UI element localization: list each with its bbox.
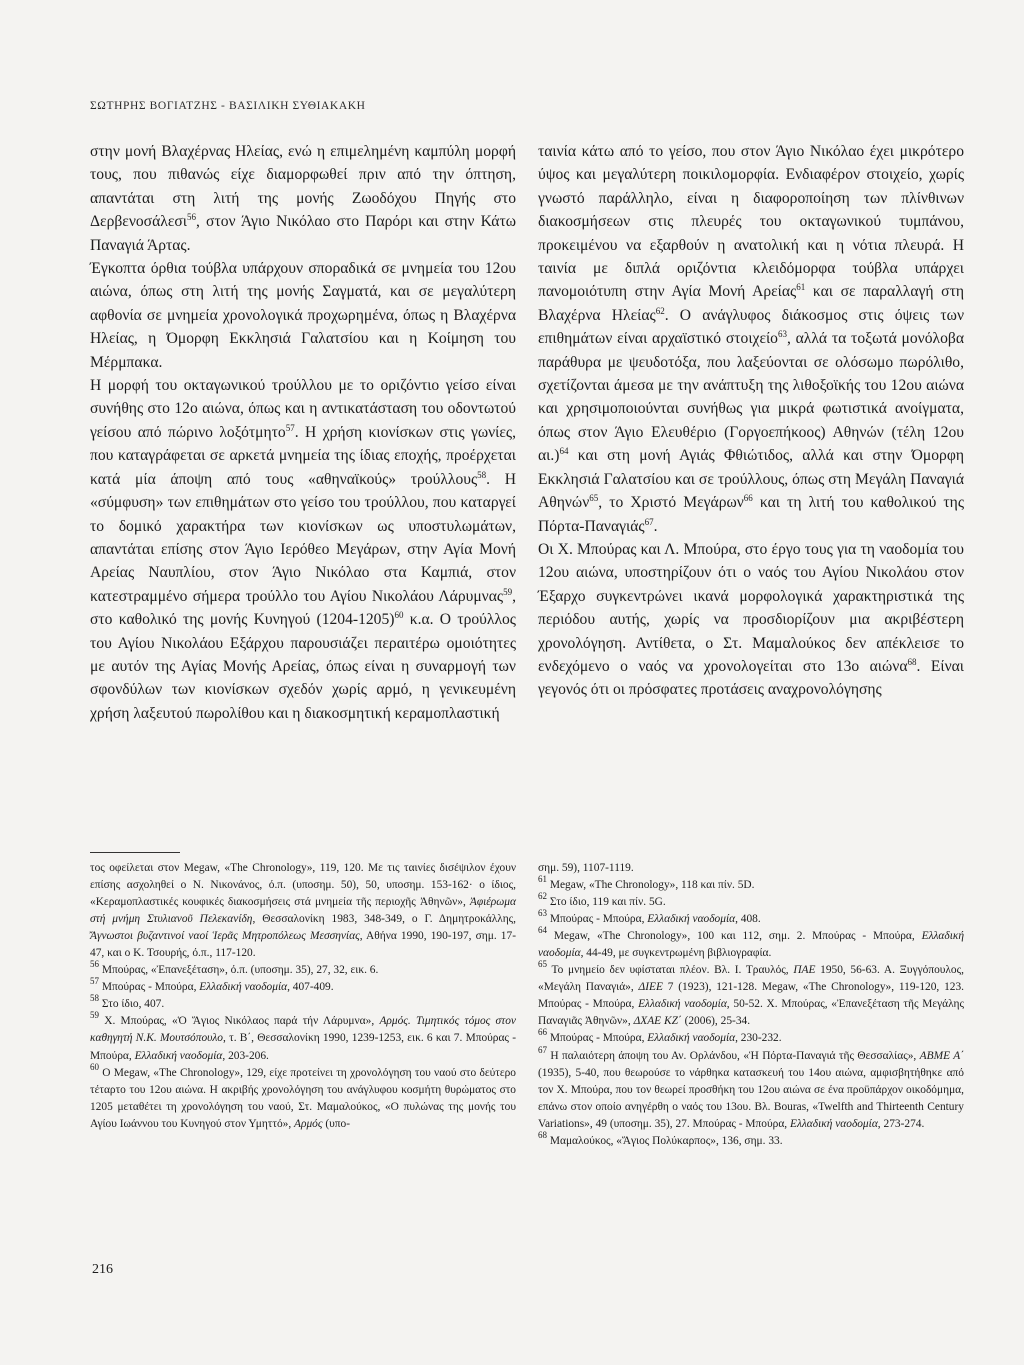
footnote (90, 1061, 516, 1133)
italic-title: Ελλαδική ναοδομία (647, 913, 736, 926)
text-run: Megaw, «The Chronology», 100 και 112, σημ. 2. Μπούρας - Μπούρα, (547, 930, 922, 943)
footnote-ref: 62 (655, 305, 665, 316)
italic-title: Ἄγνωστοι βυζαντινοί ναοί Ἱερᾶς Μητροπόλεως Μεσσηνίας (90, 930, 360, 943)
text-run: κ.α. Ο τρούλλος του Αγίου Νικολάου Εξάρχου παρουσιάζει περαιτέρω ομοιότητες με αυτόν της Αγίας Μονής Αρείας, όπως είναι η συναρμογή των σφονδύλων των κιονίσκων σχεδόν χωρίς αρμό, η γενικευμένη χρήση λαξευτού πωρολίθου και η διακοσμητική κεραμοπλαστική (90, 611, 516, 722)
text-run: , 44-49, με συγκεντρωμένη βιβλιογραφία. (580, 947, 772, 960)
footnote-ref: 68 (907, 656, 917, 667)
footnote-ref: 63 (777, 329, 787, 340)
footnotes-column-left (90, 860, 516, 1133)
footnote (90, 976, 516, 996)
text-run: , 408. (735, 913, 761, 926)
text-run: , Αθήνα 1990, 190-197, σημ. 17-47, και ο Κ. Τσουρής, ό.π., 117-120. (90, 930, 516, 960)
italic-title: Ἀφιέρωμα στή μνήμη Στυλιανοῦ Πελεκανίδη (90, 896, 516, 926)
footnote (90, 1010, 516, 1064)
footnote-ref: 60 (90, 1061, 99, 1072)
text-run: (2006), 25-34. (681, 1015, 751, 1028)
footnote-ref: 67 (538, 1044, 547, 1055)
footnote-ref: 61 (796, 282, 806, 293)
running-head: ΣΩΤΗΡΗΣ ΒΟΓΙΑΤΖΗΣ - ΒΑΣΙΛΙΚΗ ΣΥΘΙΑΚΑΚΗ (90, 100, 366, 112)
paragraph (538, 538, 964, 702)
text-run: Στο ίδιο, 407. (99, 998, 165, 1011)
footnote (538, 959, 964, 1030)
footnote-ref: 57 (90, 976, 99, 987)
text-run: 7 (1923), 121-128. Megaw, «The Chronology», 119-120, 123. Μπούρας - Μπούρα, (538, 981, 964, 1011)
page-number: 216 (92, 1262, 113, 1277)
text-run: , αλλά τα τοξωτά μονόλοβα παράθυρα με ψευδοτόξα, που λαξεύονται σε ολόσωμο πωρόλιθο, σχετίζονται άμεσα με την ανάπτυξη της λιθοξοϊκής του 12ου αιώνα και χρησιμοποιούνται συνήθως για μικρά φωτιστικά ανοίγματα, όπως στον Άγιο Ελευθέριο (Γοργοεπήκοος) Αθηνών (τέλη 12ου αι.) (538, 330, 964, 465)
footnote-ref: 59 (503, 586, 513, 597)
text-run: και τη λιτή του καθολικού της Πόρτα-Παναγιάς (538, 494, 964, 535)
italic-title: ΔΧΑΕ ΚΖ΄ (633, 1015, 682, 1028)
italic-title: Ελλαδική ναοδομία (134, 1049, 223, 1062)
footnote-ref: 68 (538, 1129, 547, 1140)
footnote (538, 925, 964, 962)
footnote (538, 1044, 964, 1133)
footnote-ref: 59 (90, 1010, 99, 1021)
text-run: , το Χριστό Μεγάρων (598, 494, 744, 512)
text-run: . Η χρήση κιονίσκων στις γωνίες, που καταγράφεται σε αρκετά μνημεία της ίδιας εποχής, προέρχεται κατά μία άποψη από τους «αθηναϊκούς» τρούλλους (90, 423, 516, 488)
italic-title: Ελλαδική ναοδομία (789, 1117, 878, 1130)
italic-title: Ελλαδική ναοδομία (199, 981, 288, 994)
paragraph (538, 140, 964, 538)
text-run: Έγκοπτα όρθια τούβλα υπάρχουν σποραδικά σε μνημεία του 12ου αιώνα, όπως στη λιτή της μονής Σαγματά, και σε μεγαλύτερη αφθονία σε μνημεία χρονολογικά προχωρημένα, όπως η Βλαχέρνα Ηλείας, η Όμορφη Εκκλησιά Γαλατσίου και η Κοίμηση του Μέρμπακα. (90, 260, 516, 371)
footnote (538, 1129, 964, 1150)
text-run: σημ. 59), 1107-1119. (538, 862, 634, 874)
text-run: και στη μονή Αγιάς Φθιώτιδος, αλλά και στην Όμορφη Εκκλησιά Γαλατσίου και σε τρούλλους, όπως στη Μεγάλη Παναγιά Αθηνών (538, 447, 964, 512)
text-run: . Ο ανάγλυφος διάκοσμος στις όψεις των επιθημάτων είναι αρχαϊστικό στοιχείο (538, 306, 964, 348)
footnote-ref: 60 (394, 610, 404, 621)
footnote (90, 860, 516, 962)
text-run: ταινία κάτω από το γείσο, που στον Άγιο Νικόλαο έχει μικρότερο ύψος και μεγαλύτερη ποικιλομορφία. Ενδιαφέρον στοιχείο, χωρίς γνωστό παράλληλο, είναι η διαφοροποίηση των πλίνθινων διακοσμήσεων στις πλευρές του οκταγωνικού τυμπάνου, προκειμένου να εξαρθούν η ανατολική και η νότια πλευρά. Η ταινία με διπλά οριζόντια κλειδόμορφα τούβλα υπάρχει πανομοιότυπη στην Αγία Μονή Αρείας (538, 143, 964, 301)
text-run: , 203-206. (222, 1049, 269, 1062)
italic-title: Ελλαδική ναοδομία (638, 998, 727, 1011)
footnote-ref: 64 (559, 446, 569, 457)
footnote-separator (90, 852, 180, 853)
text-run: και σε παραλλαγή στη Βλαχέρνα Ηλείας (538, 283, 965, 324)
text-run: Μαμαλούκος, «Ἅγιος Πολύκαρπος», 136, σημ. 33. (547, 1134, 783, 1147)
footnote-ref: 56 (90, 959, 99, 970)
text-run: . Είναι γεγονός ότι οι πρόσφατες προτάσεις αναχρονολόγησης (538, 657, 964, 699)
footnote-ref: 65 (538, 959, 547, 970)
footnote-ref: 67 (644, 516, 654, 527)
text-run: Ο Megaw, «The Chronology», 129, είχε προτείνει τη χρονολόγηση του ναού στο δεύτερο τέταρτο του 12ου αιώνα. Η ακριβής χρονολόγηση του ανάγλυφου κοσμήτη θυρώματος στο 1205 μεταθέτει τη χρονολόγηση του ναού, Στ. Μαμαλούκος, «Ο πυλώνας της μονής του Αγίου Ιωάννου του Κυνηγού στον Υμηττό», (90, 1066, 516, 1130)
paragraph (90, 257, 516, 374)
paragraph (90, 374, 516, 725)
footnote-ref: 58 (477, 469, 487, 480)
text-run: Η μορφή του οκταγωνικού τρούλλου με το οριζόντιο γείσο είναι συνήθης στο 12ο αιώνα, όπως και η αντικατάσταση του οδοντωτού γείσου από πώρινο λοξότμητο (90, 377, 516, 441)
italic-title: Ελλαδική ναοδομία (647, 1032, 736, 1045)
footnote-ref: 66 (538, 1027, 547, 1038)
text-run: . Η «σύμφυση» των επιθημάτων στο γείσο του τρούλλου, που καταργεί το δομικό χαρακτήρα των κιονίσκων ως υποστυλωμάτων, απαντάται επίσης στον Άγιο Ιερόθεο Μεγάρων, στην Αγία Μονή Αρείας Ναυπλίου, στον Άγιο Νικόλαο στα Καμπιά, στον κατεστραμμένο σήμερα τρούλλο του Αγίου Νικολάου Λάρυμνας (90, 470, 517, 605)
footnote-ref: 61 (538, 874, 547, 885)
text-run: Οι Χ. Μπούρας και Λ. Μπούρα, στο έργο τους για τη ναοδομία του 12ου αιώνα, υποστηρίζουν ότι ο ναός του Αγίου Νικολάου στον Έξαρχο συγκεντρώνει ικανά μορφολογικά χαρακτηριστικά της περιόδου αυτής, χωρίς να προσδιορίζουν μια ακριβέστερη χρονολόγηση. Αντίθετα, ο Στ. Μαμαλούκος δεν απέκλεισε το ενδεχόμενο ο ναός να χρονολογείται στο 13ο αιώνα (538, 540, 964, 675)
footnote-ref: 64 (538, 925, 547, 936)
text-run: Στο ίδιο, 119 και πίν. 5G. (547, 896, 666, 909)
text-run: (1935), 5-40, που θεωρούσε το νάρθηκα κατασκευή του 14ου αιώνα, αμφισβητήθηκε από τον Χ. Μπούρα, που τον θεωρεί προσθήκη του 12ου αιώνα σε ένα προϋπάρχον οικοδόμημα, επάνω στον οποίο ανηγέρθη ο ναός του 13ου. Βλ. Bouras, «Twelfth and Thirteenth Century Variations», 49 (υποσημ. 35), 27. Μπούρας - Μπούρα, (538, 1066, 964, 1130)
footnote-ref: 62 (538, 891, 547, 902)
text-run: , 407-409. (287, 981, 334, 994)
text-run: , στο καθολικό της μονής Κυνηγού (1204-1205) (90, 587, 516, 629)
text-run: Μπούρας - Μπούρα, (547, 913, 648, 926)
footnote (538, 891, 964, 911)
footnote (538, 874, 964, 894)
text-run: Μπούρας - Μπούρα, (547, 1032, 648, 1045)
footnote-ref: 57 (285, 422, 295, 433)
footnote-ref: 66 (743, 493, 753, 504)
text-run: τος οφείλεται στον Megaw, «The Chronology», 119, 120. Με τις ταινίες δισέψιλον έχουν επίσης ασχοληθεί ο Ν. Νικονάνος, ό.π. (υποσημ. 50), 50, υποσημ. 153-162· ο ίδιος, «Κεραμοπλαστικές κουφικές διακοσμήσεις στά μνημεία τῆς περιοχῆς Ἀθηνῶν», (90, 862, 516, 909)
text-run: Μπούρας - Μπούρα, (99, 981, 200, 994)
text-run: (υπο- (322, 1117, 351, 1130)
text-run: Χ. Μπούρας, «Ὁ Ἅγιος Νικόλαος παρά τήν Λάρυμνα», (99, 1015, 380, 1028)
italic-title: ΔΙΕΕ (638, 981, 663, 994)
text-run: , 273-274. (877, 1117, 925, 1130)
text-run: Μπούρας, «Ἐπανεξέταση», ό.π. (υποσημ. 35), 27, 32, εικ. 6. (99, 964, 379, 977)
text-run: 1950, 56-63. Α. Ξυγγόπουλος, «Μεγάλη Παναγιά», (538, 964, 964, 994)
footnote (538, 1027, 964, 1047)
footnote (538, 860, 964, 877)
text-run: Η παλαιότερη άποψη του Αν. Ορλάνδου, «Ἡ Πόρτα-Παναγιά τῆς Θεσσαλίας», (547, 1049, 920, 1062)
footnote (538, 908, 964, 928)
footnote-ref: 63 (538, 908, 547, 919)
footnote (90, 993, 516, 1013)
footnote-ref: 65 (589, 493, 599, 504)
footnote-ref: 58 (90, 993, 99, 1004)
text-run: Megaw, «The Chronology», 118 και πίν. 5D. (547, 879, 755, 892)
body-column-left (90, 140, 516, 725)
italic-title: ΠΑΕ (793, 964, 816, 977)
italic-title: Ελλαδική ναοδομία (538, 930, 964, 960)
italic-title: Αρμός (294, 1117, 323, 1130)
text-run: , Θεσσαλονίκη 1983, 348-349, ο Γ. Δημητροκάλλης, (252, 913, 517, 926)
text-run: . (653, 517, 658, 535)
paragraph (90, 140, 516, 257)
text-run: Το μνημείο δεν υφίσταται πλέον. Βλ. Ι. Τραυλός, (547, 964, 794, 977)
footnote-ref: 56 (186, 212, 196, 223)
text-run: στην μονή Βλαχέρνας Ηλείας, ενώ η επιμελημένη καμπύλη μορφή τους, που πιθανώς είχε διαμορφωθεί πριν από την όπτηση, απαντάται στη λιτή της μονής Ζωοδόχου Πηγής στο Δερβενοσάλεσι (90, 143, 516, 231)
italic-title: Αρμός. Τιμητικός τόμος στον καθηγητή Ν.Κ. Μουτσόπουλο (90, 1015, 516, 1045)
text-run: , τ. Β΄, Θεσσαλονίκη 1990, 1239-1253, εικ. 6 και 7. Μπούρας - Μπούρα, (90, 1032, 516, 1062)
footnotes-column-right (538, 860, 964, 1150)
text-run: , 230-232. (735, 1032, 782, 1045)
body-column-right (538, 140, 964, 702)
text-run: , στον Άγιο Νικόλαο στο Παρόρι και στην Κάτω Παναγιά Άρτας. (90, 213, 516, 254)
italic-title: ΑΒΜΕ Α΄ (919, 1049, 964, 1062)
text-run: , 50-52. Χ. Μπούρας, «Ἐπανεξέταση τῆς Μεγάλης Παναγιᾶς Ἀθηνῶν», (538, 998, 964, 1028)
footnote (90, 959, 516, 979)
